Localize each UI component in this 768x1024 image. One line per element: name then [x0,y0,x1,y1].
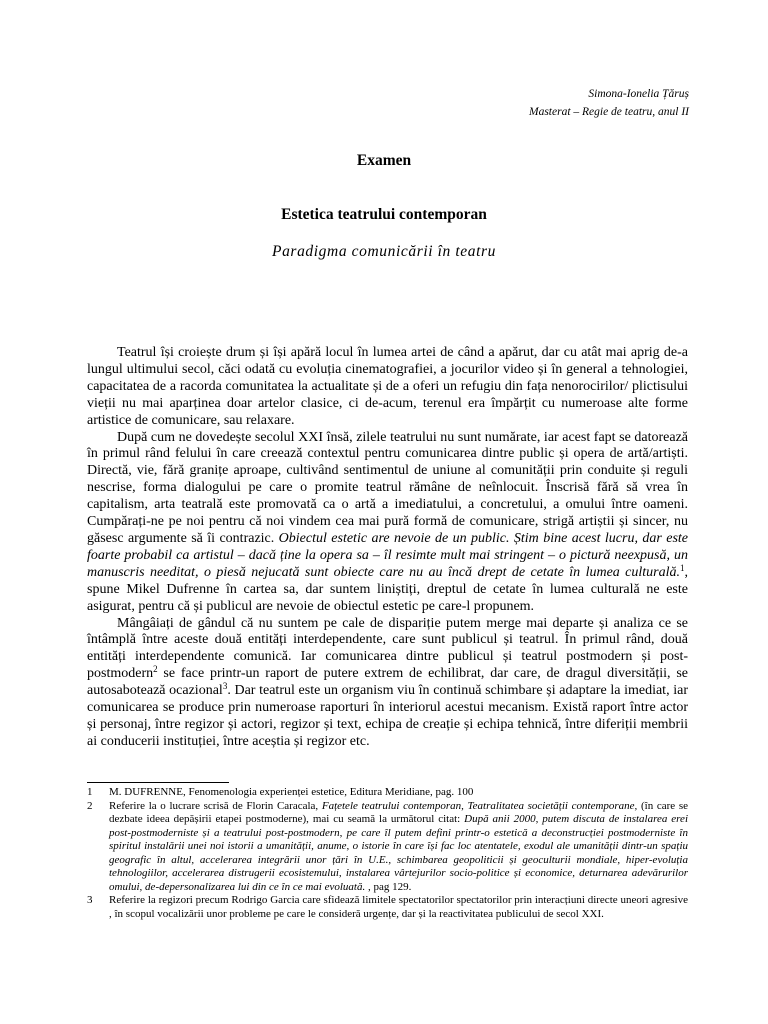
paragraph-2-text-b: , spune Mikel Dufrenne în cartea sa, dar suntem liniștiți, dreptul de cetate în lumea culturală ne este asigurat, pentru că și publicul are nevoie de obiectul estetic pe care-l propunem. [87,564,688,614]
footnote-2 [87,800,688,895]
footnote-text: Referire la regizori precum Rodrigo Garcia care sfidează limitele spectatorilor spectatorilor prin interacțiuni directe uneori agresive , în scopul vocalizării unor probleme pe care le consideră urgențe, dar și la reactivitatea publicului de secol XXI. [109,894,688,920]
footnote-number: 2 [87,799,93,812]
paragraph-3-text-a: Mângâiați de gândul că nu suntem pe cale de dispariție putem merge mai departe și analiza ce se întâmplă între aceste două entități interdependente, care sunt publicul și teatrul. În primul rând, două entități interdependente comunică. Iar comunicarea dintre publicul și teatrul postmodern și post-postmodern [87,615,688,682]
main-title: Estetica teatrului contemporan [281,206,487,223]
paragraph-2-text-a: După cum ne dovedește secolul XXI însă, zilele teatrului nu sunt numărate, iar acest fapt se datorează în primul rând felului în care creează contextul pentru comunicarea dintre public și opera de artă/artiști. Directă, vie, fără granițe aproape, cultivând sentimentul de uniune al comunității prin conduite și reguli nescrise, forma dialogului pe care o promite teatrul rămâne de neînlocuit. Înscrisă fără să vrea în capitalism, arta teatrală este promovată ca o artă a imediatului, a concretului, a omului între oameni. Cumpărați-ne pe noi pentru că noi vindem cea mai pură formă de comunicare, strigă artiștii și sincer, nu găsesc argumente să îi contrazic. [87,429,688,546]
dufrenne-quote: Obiectul estetic are nevoie de un public. Știm bine acest lucru, dar este foarte probabil ca artistul – dacă ține la opera sa – îl resimte mult mai stringent – o pictură neexpusă, un manuscris needitat, o piesă nejucată sunt obiecte care nu au încă drept de cetate în lumea culturală. [87,530,688,580]
footnote-2-text-c: , pag 129. [365,880,412,893]
paragraph-3-text-b: se face printr-un raport de putere extrem de echilibrat, dar care, de dragul diversității, se autosabotează ocazional [87,666,688,699]
exam-title: Examen [356,152,412,169]
footnote-2-quote: După anii 2000, putem discuta de instalarea erei post-postmoderniste și a teatrului post-postmodern, pe care îl putem defini printr-o estetică a deconstrucției postmoderniste în spiritul instalării unei noi istorii a umanității, anume, o istorie în care își fac loc atentatele, exodul ale umanității dintr-un spațiu geografic în altul, accelerarea integrării unor țări în U.E., schimbarea geopoliticii și geoculturii mondiale, hiper-evoluția tehnologiilor, accelerarea distrugerii ecosistemului, instalarea vârtejurilor socio-politice și economice, deturnarea adevărurilor omului, de-depersonalizarea lui din ce în ce mai evoluată. [109,813,688,893]
program-info: Masterat – Regie de teatru, anul II [528,106,689,118]
footnote-ref-1[interactable]: 1 [680,562,685,573]
footnote-ref-2[interactable]: 2 [153,664,158,675]
author-name: Simona-Ionelia Țăruș [588,88,689,100]
footnote-2-text-a: Referire la o lucrare scrisă de Florin Caracala, [109,799,322,812]
footnote-divider [87,782,229,783]
paragraph-2 [87,430,688,616]
footnote-3 [87,894,688,921]
footnotes [87,786,688,921]
paragraph-3 [87,616,688,751]
footnote-2-text-b: (în care se dezbate ideea depășirii etapei postmoderne), mai cu seamă la următorul citat: [109,799,688,825]
footnote-1 [87,786,688,800]
footnote-ref-3[interactable]: 3 [222,681,228,692]
footnote-text: M. DUFRENNE, Fenomenologia experienței estetice, Editura Meridiane, pag. 100 [109,786,474,798]
paragraph-1: Teatrul își croiește drum și își apără locul în lumea artei de când a apărut, dar cu atât mai aprig de-a lungul ultimului secol, căci odată cu evoluția cinematografiei, a jocurilor video și în general a tehnologiei, capacitatea de a racorda comunitatea la actualitate și de a oferi un refugiu din fața nenorocirilor/ plictisului vieții nu mai aparținea doar artelor clasice, ci de-acum, terenul era împărțit cu numeroase alte forme artistice de comunicare, sau relaxare. [87,345,688,428]
footnote-number: 3 [87,894,93,906]
subtitle: Paradigma comunicării în teatru [272,243,496,260]
body-text [87,345,688,751]
footnote-2-book-title: Fațetele teatrului contemporan, Teatralitatea societății contemporane, [321,799,638,812]
footnote-number: 1 [87,786,93,798]
footnote-text [109,800,688,895]
paragraph-3-text-c: . Dar teatrul este un organism viu în continuă schimbare și adaptare la imediat, iar comunicarea se produce prin numeroase raporturi în interiorul acestui mecanism. Există raport între actor și personaj, între regizor și actori, regizor și text, echipa de creație și echipa tehnică, între diferiții membrii ai conducerii instituției, între aceștia și regizor etc. [87,683,688,749]
author-block [529,85,689,121]
